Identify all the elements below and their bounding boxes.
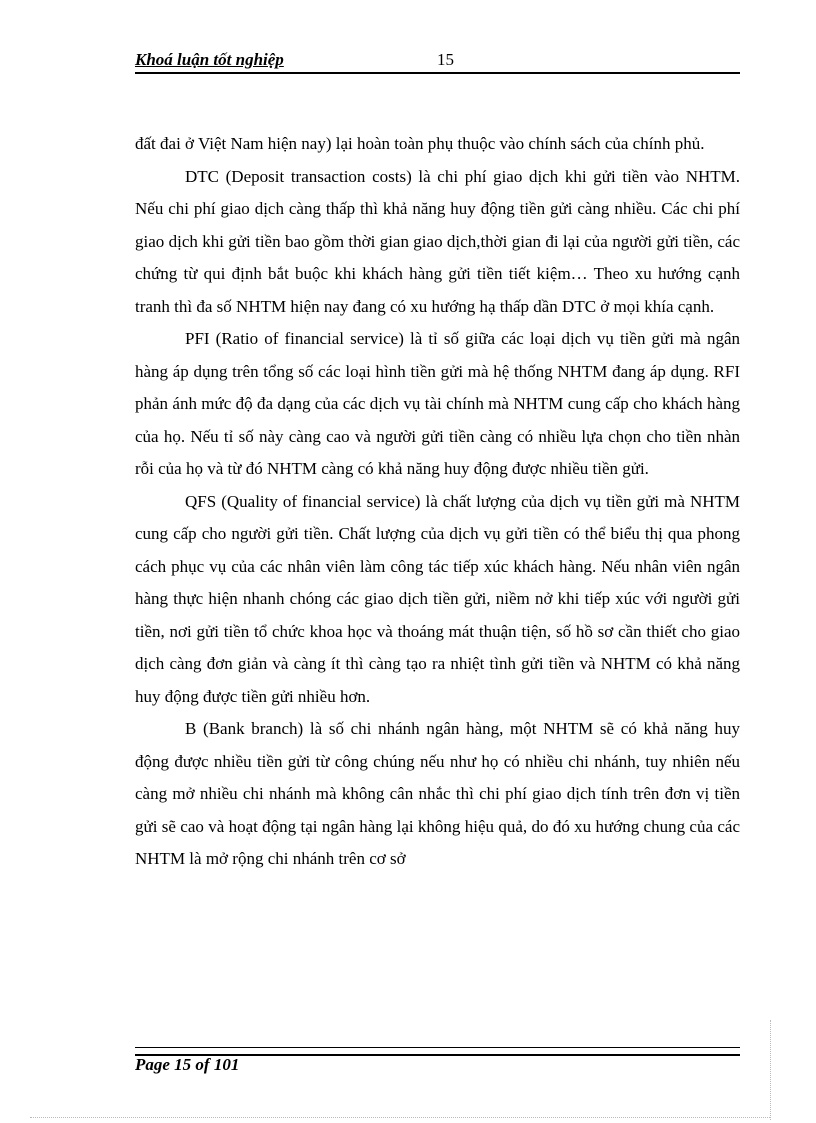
paragraph-pfi: PFI (Ratio of financial service) là tỉ số giữa các loại dịch vụ tiền gửi mà ngân hàng áp dụng trên tổng số các loại hình tiền gửi mà hệ thống NHTM đang áp dụng. RFI phản ánh mức độ đa dạng của các dịch vụ tài chính mà NHTM cung cấp cho khách hàng của họ. Nếu tỉ số này càng cao và người gửi tiền càng có nhiều lựa chọn cho tiền nhàn rỗi của họ và từ đó NHTM càng có khả năng huy động được nhiều tiền gửi. <box>135 329 740 478</box>
paragraph-continuation: đất đai ở Việt Nam hiện nay) lại hoàn toàn phụ thuộc vào chính sách của chính phủ. <box>135 134 705 153</box>
paragraph-qfs: QFS (Quality of financial service) là chất lượng của dịch vụ tiền gửi mà NHTM cung cấp cho người gửi tiền. Chất lượng của dịch vụ gửi tiền có thể biểu thị qua phong cách phục vụ của các nhân viên làm công tác tiếp xúc khách hàng. Nếu nhân viên ngân hàng thực hiện nhanh chóng các giao dịch tiền gửi, niềm nở khi tiếp xúc với người gửi tiền, nơi gửi tiền tổ chức khoa học và thoáng mát thuận tiện, số hồ sơ cần thiết cho giao dịch càng đơn giản và càng ít thì càng tạo ra nhiệt tình gửi tiền và NHTM có khả năng huy động được tiền gửi nhiều hơn. <box>135 491 740 706</box>
document-body <box>135 128 740 876</box>
header-page-number: 15 <box>437 50 454 69</box>
page-header <box>135 50 740 74</box>
header-title: Khoá luận tốt nghiệp <box>135 50 284 69</box>
footer-page-label: Page 15 of 101 <box>135 1055 240 1074</box>
page-border-bottom <box>30 1117 770 1118</box>
paragraph-bank-branch: B (Bank branch) là số chi nhánh ngân hàng, một NHTM sẽ có khả năng huy động được nhiều tiền gửi từ công chúng nếu như họ có nhiều chi nhánh, tuy nhiên nếu càng mở nhiều chi nhánh mà không cân nhắc thì chi phí giao dịch tính trên đơn vị tiền gửi sẽ cao và hoạt động tại ngân hàng lại không hiệu quả, do đó xu hướng chung của các NHTM là mở rộng chi nhánh trên cơ sở <box>135 719 740 868</box>
paragraph-dtc: DTC (Deposit transaction costs) là chi phí giao dịch khi gửi tiền vào NHTM. Nếu chi phí giao dịch càng thấp thì khả năng huy động tiền gửi càng nhiều. Các chi phí giao dịch khi gửi tiền bao gồm thời gian giao dịch,thời gian đi lại của người gửi tiền, các chứng từ qui định bắt buộc khi khách hàng gửi tiền tiết kiệm… Theo xu hướng cạnh tranh thì đa số NHTM hiện nay đang có xu hướng hạ thấp dần DTC ở mọi khía cạnh. <box>135 166 740 316</box>
page-border-right <box>770 1020 771 1120</box>
